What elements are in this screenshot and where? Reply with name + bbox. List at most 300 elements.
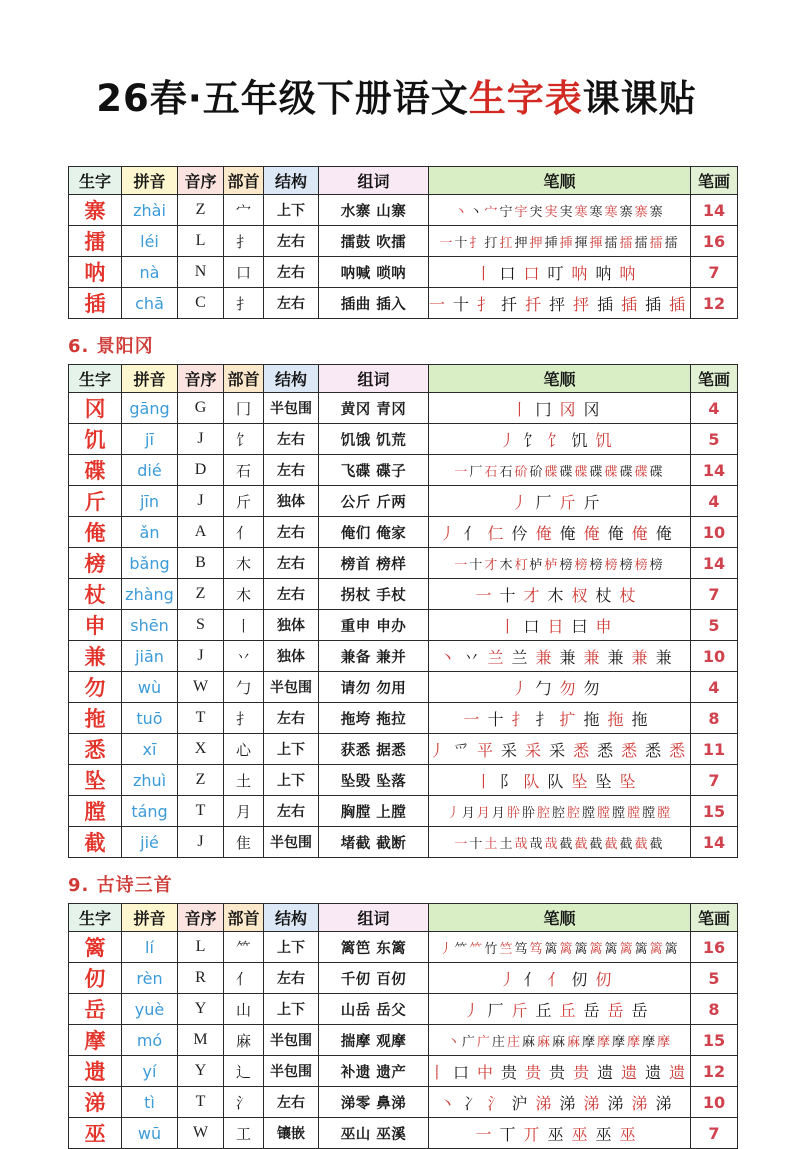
stroke-step-glyph: 土 bbox=[484, 836, 498, 852]
stroke-step-glyph: 涕 bbox=[631, 1093, 648, 1113]
count-cell: 12 bbox=[691, 1056, 738, 1087]
stroke-step-glyph: 呐 bbox=[595, 263, 612, 283]
stroke-step-glyph: 斤 bbox=[583, 492, 600, 512]
stroke-step-glyph: 截 bbox=[559, 836, 573, 852]
stroke-step-glyph: 庄 bbox=[506, 1034, 520, 1050]
stroke-step-glyph: ⺮ bbox=[454, 941, 468, 957]
stroke-step-glyph: 兼 bbox=[607, 647, 624, 667]
stroke-step-glyph: 膛 bbox=[627, 805, 641, 821]
radical-cell: 土 bbox=[224, 765, 264, 796]
page-title-suffix: 课课贴 bbox=[582, 77, 697, 120]
stroke-step-glyph: 涕 bbox=[583, 1093, 600, 1113]
strokes-cell bbox=[429, 517, 691, 548]
stroke-step-glyph: 丘 bbox=[535, 1000, 552, 1020]
char-cell: 篱 bbox=[69, 932, 122, 963]
column-header-structure: 结构 bbox=[264, 365, 319, 393]
stroke-step-glyph: 冈 bbox=[583, 399, 600, 419]
stroke-step-glyph: 冂 bbox=[535, 399, 552, 419]
char-cell: 饥 bbox=[69, 424, 122, 455]
stroke-step-glyph: 摩 bbox=[657, 1034, 671, 1050]
stroke-step-glyph: 麻 bbox=[521, 1034, 535, 1050]
stroke-step-glyph: 呐 bbox=[571, 263, 588, 283]
stroke-step-glyph: 拖 bbox=[583, 709, 600, 729]
stroke-step-glyph: 勿 bbox=[583, 678, 600, 698]
stroke-step-glyph: 榜 bbox=[649, 557, 663, 573]
stroke-step-glyph: 饣 bbox=[547, 430, 564, 450]
stroke-step-glyph: 榜 bbox=[619, 557, 633, 573]
stroke-step-glyph: 寒 bbox=[589, 204, 603, 220]
stroke-step-glyph: 篱 bbox=[619, 941, 633, 957]
stroke-step-glyph: 寨 bbox=[619, 204, 633, 220]
stroke-step-glyph: 斤 bbox=[511, 1000, 528, 1020]
strokes-cell bbox=[429, 703, 691, 734]
vocab-row-呐 bbox=[69, 257, 738, 288]
structure-cell: 左右 bbox=[264, 257, 319, 288]
stroke-step-glyph: 丨 bbox=[475, 771, 492, 791]
vocab-row-碟 bbox=[69, 455, 738, 486]
char-cell: 涕 bbox=[69, 1087, 122, 1118]
words-cell: 饥饿 饥荒 bbox=[319, 424, 429, 455]
structure-cell: 上下 bbox=[264, 765, 319, 796]
char-cell: 膛 bbox=[69, 796, 122, 827]
strokes-cell bbox=[429, 734, 691, 765]
stroke-step-glyph: 篱 bbox=[664, 941, 678, 957]
stroke-step-glyph: 碟 bbox=[619, 464, 633, 480]
vocab-row-摩 bbox=[69, 1025, 738, 1056]
stroke-step-glyph: 十 bbox=[487, 709, 504, 729]
initial-cell: L bbox=[178, 932, 224, 963]
char-cell: 巫 bbox=[69, 1118, 122, 1149]
stroke-step-glyph: 平 bbox=[477, 740, 494, 760]
stroke-step-glyph: 石 bbox=[484, 464, 498, 480]
stroke-step-glyph: 遗 bbox=[645, 1062, 662, 1082]
strokes-cell bbox=[429, 424, 691, 455]
pinyin-cell: yuè bbox=[122, 994, 178, 1025]
initial-cell: C bbox=[178, 288, 224, 319]
count-cell: 5 bbox=[691, 610, 738, 641]
stroke-step-glyph: 巫 bbox=[571, 1124, 588, 1144]
stroke-step-glyph: 岳 bbox=[631, 1000, 648, 1020]
stroke-step-glyph: 才 bbox=[484, 557, 498, 573]
radical-cell: 氵 bbox=[224, 1087, 264, 1118]
words-cell: 黄冈 青冈 bbox=[319, 393, 429, 424]
stroke-step-glyph: 兰 bbox=[487, 647, 504, 667]
radical-cell: 饣 bbox=[224, 424, 264, 455]
structure-cell: 镶嵌 bbox=[264, 1118, 319, 1149]
vocab-table-2 bbox=[68, 364, 738, 858]
radical-cell: 扌 bbox=[224, 288, 264, 319]
pinyin-cell: jīn bbox=[122, 486, 178, 517]
stroke-step-glyph: 俺 bbox=[655, 523, 672, 543]
vocab-row-涕 bbox=[69, 1087, 738, 1118]
stroke-step-glyph: 扛 bbox=[499, 235, 513, 251]
header-row bbox=[69, 904, 738, 932]
structure-cell: 左右 bbox=[264, 579, 319, 610]
structure-cell: 上下 bbox=[264, 734, 319, 765]
stroke-step-glyph: 俺 bbox=[535, 523, 552, 543]
stroke-step-glyph: 膛 bbox=[582, 805, 596, 821]
stroke-step-glyph: 竹 bbox=[484, 941, 498, 957]
column-header-count: 笔画 bbox=[691, 167, 738, 195]
stroke-step-glyph: 亻 bbox=[463, 523, 480, 543]
char-cell: 摩 bbox=[69, 1025, 122, 1056]
stroke-step-glyph: 碟 bbox=[604, 464, 618, 480]
stroke-step-glyph: 栌 bbox=[529, 557, 543, 573]
count-cell: 10 bbox=[691, 641, 738, 672]
vocab-row-拖 bbox=[69, 703, 738, 734]
stroke-step-glyph: 截 bbox=[649, 836, 663, 852]
stroke-step-glyph: 擂 bbox=[634, 235, 648, 251]
header-row bbox=[69, 365, 738, 393]
vocab-row-膛 bbox=[69, 796, 738, 827]
stroke-step-glyph: 日 bbox=[547, 616, 564, 636]
stroke-step-glyph: 丿 bbox=[511, 492, 528, 512]
vocab-row-坠 bbox=[69, 765, 738, 796]
stroke-step-glyph: 篱 bbox=[559, 941, 573, 957]
pinyin-cell: táng bbox=[122, 796, 178, 827]
pinyin-cell: dié bbox=[122, 455, 178, 486]
words-cell: 重申 申办 bbox=[319, 610, 429, 641]
stroke-step-glyph: 碟 bbox=[649, 464, 663, 480]
words-cell: 涕零 鼻涕 bbox=[319, 1087, 429, 1118]
column-header-initial: 音序 bbox=[178, 904, 224, 932]
initial-cell: W bbox=[178, 1118, 224, 1149]
words-cell: 呐喊 唢呐 bbox=[319, 257, 429, 288]
stroke-step-glyph: 扌 bbox=[469, 235, 483, 251]
stroke-step-glyph: 一 bbox=[475, 1124, 492, 1144]
column-header-initial: 音序 bbox=[178, 167, 224, 195]
page-title-highlight: 生字表 bbox=[468, 77, 583, 120]
structure-cell: 左右 bbox=[264, 455, 319, 486]
radical-cell: 心 bbox=[224, 734, 264, 765]
stroke-step-glyph: 沪 bbox=[511, 1093, 528, 1113]
stroke-step-glyph: 腔 bbox=[567, 805, 581, 821]
stroke-step-glyph: 才 bbox=[523, 585, 540, 605]
words-cell: 擂鼓 吹擂 bbox=[319, 226, 429, 257]
vocab-table-3 bbox=[68, 903, 738, 1149]
stroke-step-glyph: 饣 bbox=[523, 430, 540, 450]
char-cell: 俺 bbox=[69, 517, 122, 548]
strokes-cell bbox=[429, 932, 691, 963]
char-cell: 截 bbox=[69, 827, 122, 858]
strokes-cell bbox=[429, 1025, 691, 1056]
structure-cell: 左右 bbox=[264, 703, 319, 734]
stroke-step-glyph: 阝 bbox=[499, 771, 516, 791]
stroke-step-glyph: 十 bbox=[469, 836, 483, 852]
stroke-step-glyph: 截 bbox=[589, 836, 603, 852]
stroke-step-glyph: 丌 bbox=[523, 1124, 540, 1144]
initial-cell: T bbox=[178, 703, 224, 734]
stroke-step-glyph: 丨 bbox=[429, 1062, 446, 1082]
stroke-step-glyph: 涕 bbox=[535, 1093, 552, 1113]
column-header-pinyin: 拼音 bbox=[122, 365, 178, 393]
stroke-step-glyph: 一 bbox=[454, 836, 468, 852]
stroke-step-glyph: 十 bbox=[453, 294, 470, 314]
stroke-step-glyph: 麻 bbox=[551, 1034, 565, 1050]
stroke-step-glyph: 碟 bbox=[544, 464, 558, 480]
words-cell: 飞碟 碟子 bbox=[319, 455, 429, 486]
stroke-step-glyph: 十 bbox=[469, 557, 483, 573]
strokes-cell bbox=[429, 963, 691, 994]
pinyin-cell: zhuì bbox=[122, 765, 178, 796]
section-heading-lesson-6: 6. 景阳冈 bbox=[68, 336, 154, 357]
stroke-step-glyph: 月 bbox=[476, 805, 490, 821]
structure-cell: 半包围 bbox=[264, 827, 319, 858]
stroke-step-glyph: 岳 bbox=[583, 1000, 600, 1020]
pinyin-cell: wù bbox=[122, 672, 178, 703]
stroke-step-glyph: 丶 bbox=[439, 1093, 456, 1113]
stroke-step-glyph: 一 bbox=[454, 464, 468, 480]
column-header-pinyin: 拼音 bbox=[122, 904, 178, 932]
stroke-step-glyph: 摩 bbox=[582, 1034, 596, 1050]
char-cell: 冈 bbox=[69, 393, 122, 424]
stroke-step-glyph: 篱 bbox=[634, 941, 648, 957]
stroke-step-glyph: 扩 bbox=[559, 709, 576, 729]
char-cell: 寨 bbox=[69, 195, 122, 226]
words-cell: 山岳 岳父 bbox=[319, 994, 429, 1025]
count-cell: 4 bbox=[691, 486, 738, 517]
pinyin-cell: shēn bbox=[122, 610, 178, 641]
stroke-step-glyph: 兼 bbox=[583, 647, 600, 667]
stroke-step-glyph: 栌 bbox=[544, 557, 558, 573]
stroke-step-glyph: 丷 bbox=[463, 647, 480, 667]
char-cell: 榜 bbox=[69, 548, 122, 579]
stroke-step-glyph: 膛 bbox=[612, 805, 626, 821]
char-cell: 斤 bbox=[69, 486, 122, 517]
stroke-step-glyph: 榜 bbox=[559, 557, 573, 573]
words-cell: 篱笆 东篱 bbox=[319, 932, 429, 963]
stroke-step-glyph: 笃 bbox=[529, 941, 543, 957]
radical-cell: 月 bbox=[224, 796, 264, 827]
strokes-cell bbox=[429, 548, 691, 579]
column-header-count: 笔画 bbox=[691, 904, 738, 932]
stroke-step-glyph: 丅 bbox=[499, 1124, 516, 1144]
count-cell: 14 bbox=[691, 455, 738, 486]
stroke-step-glyph: 碟 bbox=[589, 464, 603, 480]
stroke-step-glyph: 摩 bbox=[627, 1034, 641, 1050]
stroke-step-glyph: 坠 bbox=[595, 771, 612, 791]
structure-cell: 独体 bbox=[264, 486, 319, 517]
stroke-step-glyph: 肸 bbox=[521, 805, 535, 821]
strokes-cell bbox=[429, 994, 691, 1025]
count-cell: 15 bbox=[691, 1025, 738, 1056]
stroke-step-glyph: 篱 bbox=[604, 941, 618, 957]
char-cell: 遗 bbox=[69, 1056, 122, 1087]
stroke-step-glyph: 贵 bbox=[525, 1062, 542, 1082]
stroke-step-glyph: 庄 bbox=[491, 1034, 505, 1050]
stroke-step-glyph: 口 bbox=[453, 1062, 470, 1082]
radical-cell: 扌 bbox=[224, 226, 264, 257]
stroke-step-glyph: 氵 bbox=[487, 1093, 504, 1113]
initial-cell: X bbox=[178, 734, 224, 765]
initial-cell: J bbox=[178, 486, 224, 517]
pinyin-cell: jié bbox=[122, 827, 178, 858]
stroke-step-glyph: 砎 bbox=[514, 464, 528, 480]
strokes-cell bbox=[429, 796, 691, 827]
initial-cell: Z bbox=[178, 579, 224, 610]
stroke-step-glyph: 俺 bbox=[607, 523, 624, 543]
count-cell: 14 bbox=[691, 195, 738, 226]
char-cell: 拖 bbox=[69, 703, 122, 734]
stroke-step-glyph: 口 bbox=[523, 616, 540, 636]
pinyin-cell: yí bbox=[122, 1056, 178, 1087]
stroke-step-glyph: 叮 bbox=[547, 263, 564, 283]
stroke-step-glyph: 寨 bbox=[649, 204, 663, 220]
stroke-step-glyph: 碟 bbox=[574, 464, 588, 480]
vocab-row-斤 bbox=[69, 486, 738, 517]
stroke-step-glyph: 擂 bbox=[619, 235, 633, 251]
radical-cell: 丨 bbox=[224, 610, 264, 641]
stroke-step-glyph: 丨 bbox=[499, 616, 516, 636]
initial-cell: Y bbox=[178, 1056, 224, 1087]
radical-cell: 石 bbox=[224, 455, 264, 486]
pinyin-cell: tuō bbox=[122, 703, 178, 734]
vocab-row-兼 bbox=[69, 641, 738, 672]
header-row bbox=[69, 167, 738, 195]
stroke-step-glyph: 厂 bbox=[487, 1000, 504, 1020]
pinyin-cell: xī bbox=[122, 734, 178, 765]
stroke-step-glyph: 队 bbox=[547, 771, 564, 791]
strokes-cell bbox=[429, 393, 691, 424]
section-heading-lesson-9: 9. 古诗三首 bbox=[68, 875, 173, 896]
stroke-step-glyph: 巫 bbox=[619, 1124, 636, 1144]
stroke-step-glyph: 擂 bbox=[604, 235, 618, 251]
strokes-cell bbox=[429, 579, 691, 610]
structure-cell: 左右 bbox=[264, 288, 319, 319]
pinyin-cell: chā bbox=[122, 288, 178, 319]
column-header-char: 生字 bbox=[69, 904, 122, 932]
structure-cell: 半包围 bbox=[264, 393, 319, 424]
stroke-step-glyph: 麻 bbox=[536, 1034, 550, 1050]
pinyin-cell: zhàng bbox=[122, 579, 178, 610]
count-cell: 8 bbox=[691, 994, 738, 1025]
column-header-words: 组词 bbox=[319, 365, 429, 393]
pinyin-cell: mó bbox=[122, 1025, 178, 1056]
stroke-step-glyph: 杖 bbox=[595, 585, 612, 605]
stroke-step-glyph: 丶 bbox=[446, 1034, 460, 1050]
stroke-step-glyph: 榜 bbox=[634, 557, 648, 573]
stroke-step-glyph: 膛 bbox=[642, 805, 656, 821]
stroke-step-glyph: 一 bbox=[475, 585, 492, 605]
stroke-step-glyph: 俺 bbox=[631, 523, 648, 543]
stroke-step-glyph: 丿 bbox=[499, 430, 516, 450]
radical-cell: 丷 bbox=[224, 641, 264, 672]
count-cell: 14 bbox=[691, 548, 738, 579]
pinyin-cell: wū bbox=[122, 1118, 178, 1149]
stroke-step-glyph: 仞 bbox=[571, 969, 588, 989]
char-cell: 碟 bbox=[69, 455, 122, 486]
count-cell: 11 bbox=[691, 734, 738, 765]
char-cell: 勿 bbox=[69, 672, 122, 703]
stroke-step-glyph: 榜 bbox=[574, 557, 588, 573]
stroke-step-glyph: 一 bbox=[463, 709, 480, 729]
stroke-step-glyph: 涕 bbox=[607, 1093, 624, 1113]
pinyin-cell: lí bbox=[122, 932, 178, 963]
char-cell: 岳 bbox=[69, 994, 122, 1025]
pinyin-cell: zhài bbox=[122, 195, 178, 226]
stroke-step-glyph: 丿 bbox=[446, 805, 460, 821]
column-header-radical: 部首 bbox=[224, 167, 264, 195]
count-cell: 7 bbox=[691, 257, 738, 288]
radical-cell: 勹 bbox=[224, 672, 264, 703]
stroke-step-glyph: 揮 bbox=[574, 235, 588, 251]
column-header-initial: 音序 bbox=[178, 365, 224, 393]
pinyin-cell: rèn bbox=[122, 963, 178, 994]
stroke-step-glyph: 月 bbox=[461, 805, 475, 821]
pinyin-cell: léi bbox=[122, 226, 178, 257]
radical-cell: 麻 bbox=[224, 1025, 264, 1056]
strokes-cell bbox=[429, 288, 691, 319]
count-cell: 14 bbox=[691, 827, 738, 858]
stroke-step-glyph: 丶 bbox=[454, 204, 468, 220]
count-cell: 10 bbox=[691, 517, 738, 548]
pinyin-cell: tì bbox=[122, 1087, 178, 1118]
stroke-step-glyph: 广 bbox=[476, 1034, 490, 1050]
vocab-row-饥 bbox=[69, 424, 738, 455]
stroke-step-glyph: 土 bbox=[499, 836, 513, 852]
stroke-step-glyph: 膛 bbox=[597, 805, 611, 821]
initial-cell: B bbox=[178, 548, 224, 579]
words-cell: 堵截 截断 bbox=[319, 827, 429, 858]
stroke-step-glyph: 哉 bbox=[544, 836, 558, 852]
initial-cell: J bbox=[178, 641, 224, 672]
structure-cell: 半包围 bbox=[264, 672, 319, 703]
stroke-step-glyph: 扦 bbox=[525, 294, 542, 314]
strokes-cell bbox=[429, 195, 691, 226]
stroke-step-glyph: 押 bbox=[529, 235, 543, 251]
stroke-step-glyph: 勹 bbox=[535, 678, 552, 698]
stroke-step-glyph: 肸 bbox=[506, 805, 520, 821]
stroke-step-glyph: 十 bbox=[499, 585, 516, 605]
stroke-step-glyph: 一 bbox=[454, 557, 468, 573]
stroke-step-glyph: 宁 bbox=[499, 204, 513, 220]
page-title-prefix: 26春·五年级下册语文 bbox=[96, 77, 469, 120]
stroke-step-glyph: 摩 bbox=[612, 1034, 626, 1050]
vocab-row-冈 bbox=[69, 393, 738, 424]
strokes-cell bbox=[429, 1118, 691, 1149]
stroke-step-glyph: 厂 bbox=[469, 464, 483, 480]
stroke-step-glyph: 篱 bbox=[649, 941, 663, 957]
char-cell: 兼 bbox=[69, 641, 122, 672]
radical-cell: 冂 bbox=[224, 393, 264, 424]
strokes-cell bbox=[429, 827, 691, 858]
stroke-step-glyph: 兰 bbox=[511, 647, 528, 667]
stroke-step-glyph: 截 bbox=[604, 836, 618, 852]
char-cell: 呐 bbox=[69, 257, 122, 288]
stroke-step-glyph: 涕 bbox=[655, 1093, 672, 1113]
stroke-step-glyph: 遗 bbox=[597, 1062, 614, 1082]
stroke-step-glyph: 宊 bbox=[529, 204, 543, 220]
stroke-step-glyph: 扦 bbox=[501, 294, 518, 314]
stroke-step-glyph: 斤 bbox=[559, 492, 576, 512]
column-header-strokes: 笔顺 bbox=[429, 904, 691, 932]
column-header-char: 生字 bbox=[69, 167, 122, 195]
radical-cell: 山 bbox=[224, 994, 264, 1025]
column-header-pinyin: 拼音 bbox=[122, 167, 178, 195]
stroke-step-glyph: 冈 bbox=[559, 399, 576, 419]
vocab-row-仞 bbox=[69, 963, 738, 994]
structure-cell: 左右 bbox=[264, 1087, 319, 1118]
strokes-cell bbox=[429, 610, 691, 641]
stroke-step-glyph: 一 bbox=[429, 294, 446, 314]
stroke-step-glyph: 悉 bbox=[597, 740, 614, 760]
initial-cell: Y bbox=[178, 994, 224, 1025]
words-cell: 公斤 斤两 bbox=[319, 486, 429, 517]
stroke-step-glyph: 丿 bbox=[429, 740, 446, 760]
words-cell: 揣摩 观摩 bbox=[319, 1025, 429, 1056]
stroke-step-glyph: 兼 bbox=[559, 647, 576, 667]
char-cell: 坠 bbox=[69, 765, 122, 796]
